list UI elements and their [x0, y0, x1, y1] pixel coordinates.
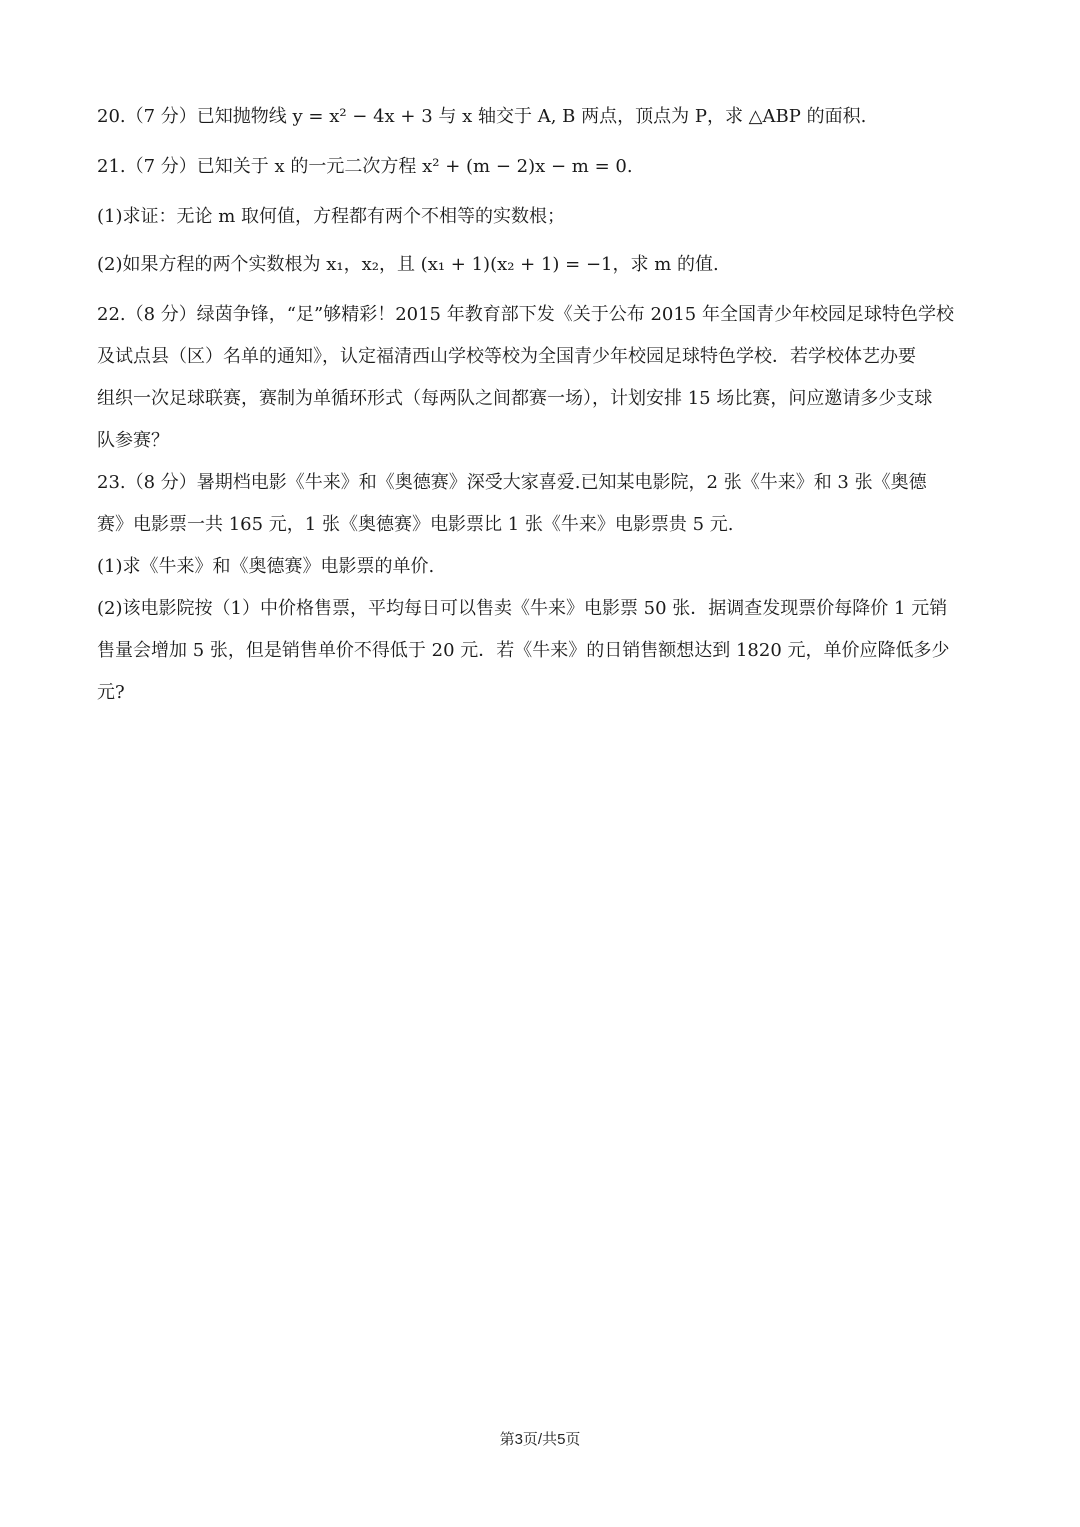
- page-number-footer: 第3页/共5页: [499, 1431, 581, 1448]
- problem-content: [97, 96, 987, 714]
- problem-23-part-1: (1)求《牛来》和《奥德赛》电影票的单价.: [97, 556, 435, 577]
- problem-23-part-2-line-1: (2)该电影院按（1）中价格售票，平均每日可以售卖《牛来》电影票 50 张．据调查发现票价每降价 1 元销: [97, 598, 948, 619]
- problem-22-line-3: 组织一次足球联赛，赛制为单循环形式（每两队之间都赛一场），计划安排 15 场比赛，问应邀请多少支球: [97, 388, 933, 409]
- problem-21-line-1: 21.（7 分）已知关于 x 的一元二次方程 x² + (m − 2)x − m = 0.: [97, 156, 633, 177]
- problem-21-part-1: (1)求证：无论 m 取何值，方程都有两个不相等的实数根；: [97, 206, 566, 227]
- problem-23-part-2-line-3: 元?: [97, 682, 125, 703]
- problem-20-line-1: 20.（7 分）已知抛物线 y = x² − 4x + 3 与 x 轴交于 A, B 两点，顶点为 P，求 △ABP 的面积.: [97, 106, 867, 127]
- problem-23-line-1: 23.（8 分）暑期档电影《牛来》和《奥德赛》深受大家喜爱.已知某电影院，2 张《牛来》和 3 张《奥德: [97, 472, 927, 493]
- problem-21-part-2: (2)如果方程的两个实数根为 x₁，x₂，且 (x₁ + 1)(x₂ + 1) = −1，求 m 的值.: [97, 254, 719, 275]
- problem-22-line-1: 22.（8 分）绿茵争锋，“足”够精彩！2015 年教育部下发《关于公布 2015 年全国青少年校园足球特色学校: [97, 304, 954, 325]
- problem-22-line-4: 队参赛？: [97, 430, 169, 451]
- problem-22-line-2: 及试点县（区）名单的通知》，认定福清西山学校等校为全国青少年校园足球特色学校．若学校体艺办要: [97, 346, 916, 367]
- problem-23-part-2-line-2: 售量会增加 5 张，但是销售单价不得低于 20 元．若《牛来》的日销售额想达到 1820 元，单价应降低多少: [97, 640, 950, 661]
- problem-23-line-2: 赛》电影票一共 165 元，1 张《奥德赛》电影票比 1 张《牛来》电影票贵 5 元.: [97, 514, 734, 535]
